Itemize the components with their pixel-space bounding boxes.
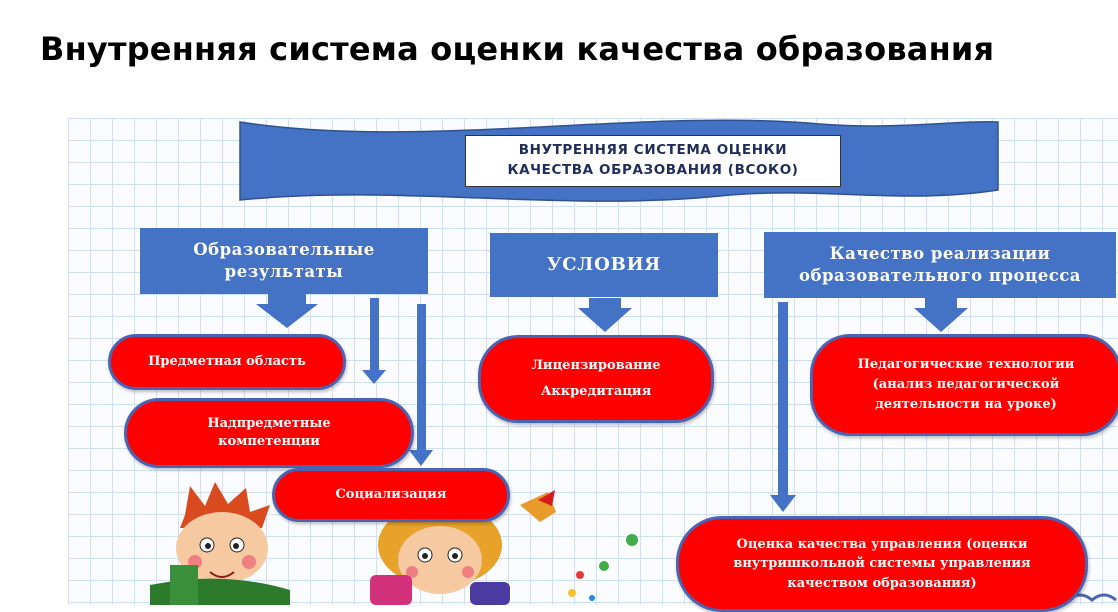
- item-label-line-1: Оценка качества управления (оценки: [736, 536, 1028, 552]
- arrow-down-icon: [578, 298, 632, 332]
- category-label-line-1: Образовательные: [193, 239, 375, 259]
- item-meta-competencies: [124, 398, 414, 468]
- confetti-dot: [599, 561, 609, 571]
- item-label-line-1: Надпредметные: [207, 416, 331, 432]
- confetti-dot: [589, 595, 595, 601]
- item-pedagogical-technologies: [810, 334, 1118, 436]
- confetti-dot: [626, 534, 638, 546]
- arrow-down-icon: [914, 298, 968, 332]
- item-label-line-2: компетенции: [218, 434, 320, 449]
- category-label-line-2: результаты: [224, 262, 344, 281]
- item-subject-area: [108, 334, 346, 390]
- banner-line-1: ВНУТРЕННЯЯ СИСТЕМА ОЦЕНКИ: [518, 142, 788, 159]
- confetti-dot: [576, 571, 584, 579]
- item-label-line-2: (анализ педагогической: [872, 376, 1060, 392]
- item-label: Социализация: [335, 487, 447, 503]
- page-title: Внутренняя система оценки качества образования: [40, 30, 995, 68]
- confetti-dot: [568, 589, 576, 597]
- item-label-line-1: Лицензирование: [531, 358, 661, 373]
- banner-line-2: КАЧЕСТВА ОБРАЗОВАНИЯ (ВСОКО): [507, 162, 799, 178]
- item-licensing-accreditation: [478, 335, 714, 423]
- category-label: УСЛОВИЯ: [546, 253, 662, 275]
- banner-label: [465, 135, 841, 187]
- item-management-quality: [676, 516, 1088, 612]
- category-conditions: [490, 233, 718, 297]
- arrow-down-icon: [770, 302, 796, 512]
- category-process-quality: [764, 232, 1116, 298]
- item-socialization: [272, 468, 510, 522]
- item-label: Предметная область: [148, 354, 306, 370]
- item-label-line-3: деятельности на уроке): [875, 397, 1057, 413]
- boy-illustration: [150, 482, 290, 605]
- category-label-line-2: образовательного процесса: [798, 266, 1082, 285]
- category-educational-results: [140, 228, 428, 294]
- arrow-down-icon: [362, 298, 386, 384]
- item-label-line-2: внутришкольной системы управления: [733, 556, 1031, 572]
- item-label-line-3: качеством образования): [787, 575, 977, 591]
- category-label-line-1: Качество реализации: [829, 243, 1051, 263]
- item-label-line-2: Аккредитация: [540, 384, 652, 399]
- item-label-line-1: Педагогические технологии: [857, 356, 1075, 372]
- arrow-down-icon: [256, 294, 318, 328]
